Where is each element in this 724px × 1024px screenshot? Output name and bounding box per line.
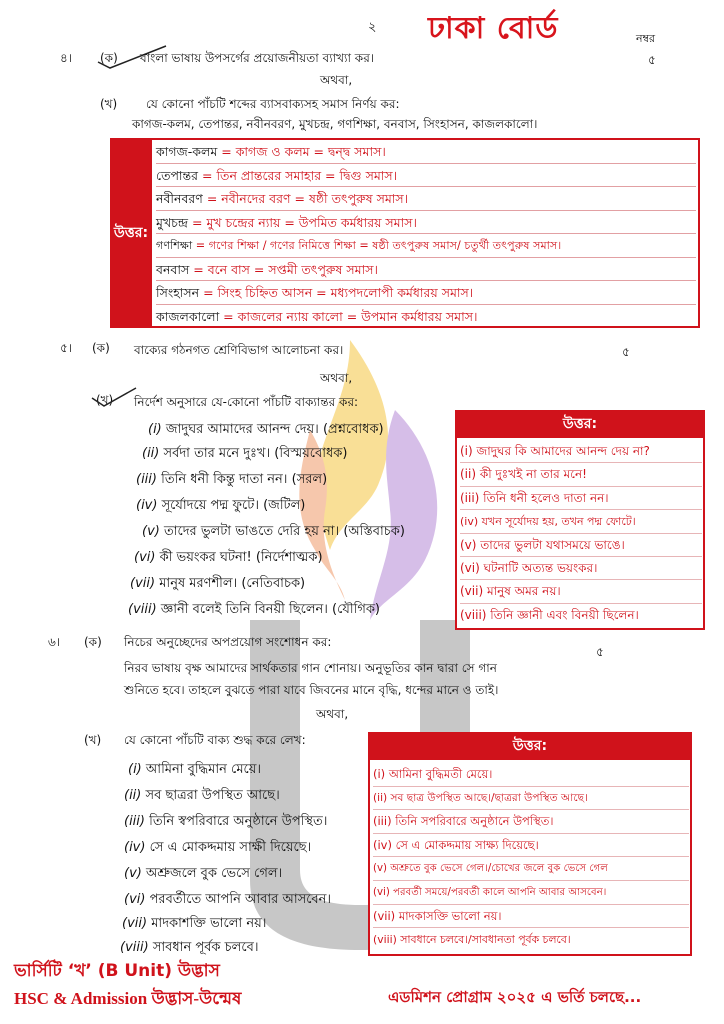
item-text: পরবর্তীতে আপনি আবার আসবেন। xyxy=(149,892,332,907)
q5-number: ৫। xyxy=(60,341,73,355)
item-number: (i) xyxy=(128,762,142,777)
item-text: সর্বদা তার মনে দুঃখ। (বিস্ময়বোধক) xyxy=(163,446,348,461)
answer-rest: মুখ চন্দ্রের ন্যায় = উপমিত কর্মধারয় সমাস। xyxy=(206,214,417,230)
answer-term: কাজলকালো xyxy=(156,308,220,324)
q4-answer-line xyxy=(156,234,696,258)
answer-term: নবীনবরণ xyxy=(156,191,203,206)
answer-term: গণশিক্ষা xyxy=(156,239,193,252)
q4-part-k-marks: ৫ xyxy=(648,53,656,67)
item-text: তাদের ভুলটা ভাঙতে দেরি হয় না। (অস্তিবাচক) xyxy=(163,524,405,539)
q4-answer-line xyxy=(156,258,696,282)
q5-item xyxy=(134,548,323,569)
q6-item xyxy=(124,890,331,911)
item-text: জাদুঘর আমাদের আনন্দ দেয়। (প্রশ্নবোধক) xyxy=(165,422,384,437)
item-number: (iii) xyxy=(124,814,145,829)
q5-answer-line: (ii) কী দুঃখই না তার মনে! xyxy=(460,463,702,486)
q6-item xyxy=(124,786,280,807)
answer-rest: সিংহ চিহ্নিত আসন = মধ্যপদলোপী কর্মধারয় সমাস। xyxy=(217,285,474,300)
answer-rest: কাগজ ও কলম = দ্বন্দ্ব সমাস। xyxy=(235,144,386,159)
q6-paragraph-line2: শুনিতে হবে। তাহলে বুঝতে পারা যাবে জিবনের মানে বৃদ্ধি, ধন্দের মানে ও তাই। xyxy=(124,683,499,697)
q6-answer-line: (i) আমিনা বুদ্ধিমতী মেয়ে। xyxy=(373,763,689,787)
answer-term: তেপান্তর xyxy=(156,167,199,183)
answer-rest: কাজলের ন্যায় কালো = উপমান কর্মধারয় সমাস। xyxy=(237,308,478,324)
answer-term: মুখচন্দ্র xyxy=(156,214,189,230)
q6-item xyxy=(122,914,266,935)
page-title: ঢাকা বোর্ড xyxy=(428,11,559,46)
footer-brand-line1: ভার্সিটি ‘খ’ (B Unit) উদ্ভাস xyxy=(14,961,220,981)
q4-answer-lines xyxy=(156,140,696,328)
answer-rest: বনে বাস = সপ্তমী তৎপুরুষ সমাস। xyxy=(207,261,378,277)
item-number: (viii) xyxy=(120,940,149,955)
item-number: (vii) xyxy=(122,916,148,931)
q4-answer-line xyxy=(156,187,696,211)
q6-answer-lines xyxy=(373,763,689,952)
item-text: সে এ মোকদ্দমায় সাক্ষী দিয়েছে। xyxy=(149,840,312,855)
item-number: (ii) xyxy=(142,446,160,461)
q5-or: অথবা, xyxy=(320,371,353,385)
q4-answer-line xyxy=(156,164,696,188)
answer-rest: গণের শিক্ষা / গণের নিমিত্তে শিক্ষা = ষষ্ঠী তৎপুরুষ সমাস/ চতুর্থী তৎপুরুষ সমাস। xyxy=(208,239,562,252)
item-text: কী ভয়ংকর ঘটনা! (নির্দেশাত্মক) xyxy=(159,550,323,565)
q5-answer-line: (i) জাদুঘর কি আমাদের আনন্দ দেয় না? xyxy=(460,440,702,463)
answer-sep: = xyxy=(192,239,209,252)
q6-item xyxy=(128,760,261,781)
q4-answer-line xyxy=(156,211,696,235)
q6-answer-line: (iii) তিনি সপরিবারে অনুষ্ঠানে উপস্থিত। xyxy=(373,810,689,834)
q6-answer-line: (ii) সব ছাত্র উপস্থিত আছে।/ছাত্ররা উপস্থিত আছে। xyxy=(373,787,689,811)
q6-item xyxy=(124,812,327,833)
item-text: তিনি স্বপরিবারে অনুষ্ঠানে উপস্থিত। xyxy=(149,814,328,829)
q5-answer-line: (vi) ঘটনাটি অত্যন্ত ভয়ংকর। xyxy=(460,557,702,580)
footer-admission-notice: এডমিশন প্রোগ্রাম ২০২৫ এ ভর্তি চলছে... xyxy=(388,988,642,1006)
q5-part-k-text: বাক্যের গঠনগত শ্রেণিবিভাগ আলোচনা কর। xyxy=(134,343,344,357)
q4-part-k-label: (ক) xyxy=(100,51,118,65)
answer-sep: = xyxy=(198,167,217,183)
item-text: তিনি ধনী কিন্তু দাতা নন। (সরল) xyxy=(161,472,328,487)
answer-sep: = xyxy=(217,144,236,159)
item-number: (vi) xyxy=(134,550,156,565)
q5-item xyxy=(148,420,384,441)
marks-column-label: নম্বর xyxy=(636,32,656,45)
item-number: (iv) xyxy=(136,498,158,513)
answer-sep: = xyxy=(219,308,238,324)
q6-part-k-text: নিচের অনুচ্ছেদের অপপ্রয়োগ সংশোধন কর: xyxy=(124,635,332,649)
q4-or: অথবা, xyxy=(320,73,353,87)
q5-part-k-label: (ক) xyxy=(92,341,110,355)
q6-answer-line: (v) অশ্রুতে বুক ভেসে গেল।/চোখের জলে বুক ভেসে গেল xyxy=(373,857,689,881)
q6-part-k-label: (ক) xyxy=(84,635,102,649)
item-number: (viii) xyxy=(128,602,157,617)
q6-part-kh-text: যে কোনো পাঁচটি বাক্য শুদ্ধ করে লেখ: xyxy=(124,733,306,747)
q4-part-kh-label: (খ) xyxy=(100,97,118,111)
q6-answer-label: উত্তর: xyxy=(368,732,692,760)
q6-number: ৬। xyxy=(48,635,61,649)
q5-item xyxy=(142,522,405,543)
q5-part-kh-text: নির্দেশ অনুসারে যে-কোনো পাঁচটি বাক্যান্তর কর: xyxy=(134,395,359,409)
answer-sep: = xyxy=(199,285,218,300)
answer-term: কাগজ-কলম xyxy=(156,144,218,159)
answer-rest: তিন প্রান্তরের সমাহার = দ্বিগু সমাস। xyxy=(216,167,398,183)
item-number: (v) xyxy=(124,866,142,881)
item-text: আমিনা বুদ্ধিমান মেয়ে। xyxy=(145,762,262,777)
q6-answer-line: (vii) মাদকাসক্তি ভালো নয়। xyxy=(373,905,689,929)
q5-item xyxy=(142,444,347,465)
q6-paragraph-line1: নিরব ভাষায় বৃক্ষ আমাদের সার্থকতার গান শোনায়। অনুভূতির কান দ্বারা সে গান xyxy=(124,661,497,675)
q4-word-list: কাগজ-কলম, তেপান্তর, নবীনবরণ, মুখচন্দ্র, গণশিক্ষা, বনবাস, সিংহাসন, কাজলকালো। xyxy=(132,117,538,131)
q5-answer-line: (vii) মানুষ অমর নয়। xyxy=(460,580,702,603)
answer-sep: = xyxy=(189,261,208,277)
item-text: মানুষ মরণশীল। (নেতিবাচক) xyxy=(159,576,306,591)
item-number: (vi) xyxy=(124,892,146,907)
q6-part-kh-label: (খ) xyxy=(84,733,102,747)
item-number: (vii) xyxy=(130,576,156,591)
item-number: (ii) xyxy=(124,788,142,803)
q5-item xyxy=(136,470,327,491)
answer-sep: = xyxy=(202,191,222,206)
item-text: সূর্যোদয়ে পদ্ম ফুটে। (জটিল) xyxy=(161,498,306,513)
q6-item xyxy=(120,938,258,959)
q4-answer-label: উত্তর: xyxy=(110,138,152,328)
q6-item xyxy=(124,864,282,885)
q5-answer-label: উত্তর: xyxy=(455,410,705,438)
q4-number: ৪। xyxy=(60,51,73,65)
item-text: সাবধান পূর্বক চলবে। xyxy=(152,940,259,955)
q5-tick-mark-icon xyxy=(90,384,140,410)
q4-answer-line xyxy=(156,281,696,305)
q4-part-kh-text: যে কোনো পাঁচটি শব্দের ব্যাসবাক্যসহ সমাস নির্ণয় কর: xyxy=(146,97,400,111)
q5-part-kh-label: (খ) xyxy=(96,393,114,407)
q5-answer-line: (iii) তিনি ধনী হলেও দাতা নন। xyxy=(460,487,702,510)
item-number: (v) xyxy=(142,524,160,539)
q5-answer-line: (iv) যখন সূর্যোদয় হয়, তখন পদ্ম ফোটে। xyxy=(460,510,702,533)
q6-answer-line: (vi) পরবর্তী সময়ে/পরবর্তী কালে আপনি আবার আসবেন। xyxy=(373,881,689,905)
answer-term: বনবাস xyxy=(156,261,190,277)
q4-answer-line xyxy=(156,305,696,329)
item-text: অশ্রুজলে বুক ভেসে গেল। xyxy=(145,866,283,881)
item-text: জ্ঞানী বলেই তিনি বিনয়ী ছিলেন। (যৌগিক) xyxy=(160,602,381,617)
answer-rest: নবীনদের বরণ = ষষ্ঠী তৎপুরুষ সমাস। xyxy=(221,191,409,206)
page-number: ২ xyxy=(368,20,377,35)
answer-term: সিংহাসন xyxy=(156,285,200,300)
q6-or: অথবা, xyxy=(316,707,349,721)
q5-answer-lines xyxy=(460,440,702,627)
item-number: (iii) xyxy=(136,472,157,487)
q5-answer-line: (viii) তিনি জ্ঞানী এবং বিনয়ী ছিলেন। xyxy=(460,607,639,622)
q6-part-k-marks: ৫ xyxy=(596,645,604,659)
q4-part-k-text: বাংলা ভাষায় উপসর্গের প্রয়োজনীয়তা ব্যাখ্যা কর। xyxy=(140,51,375,65)
q6-answer-line: (iv) সে এ মোকদ্দমায় সাক্ষ্য দিয়েছে। xyxy=(373,834,689,858)
q6-item xyxy=(124,838,311,859)
q5-answer-line: (v) তাদের ভুলটা যথাসময়ে ভাঙে। xyxy=(460,534,702,557)
q5-item xyxy=(128,600,380,621)
q5-item xyxy=(130,574,305,595)
footer-brand-line2: HSC & Admission উদ্ভাস-উন্মেষ xyxy=(14,989,242,1008)
q6-answer-line: (viii) সাবধানে চলবে।/সাবধানতা পূর্বক চলবে। xyxy=(373,933,571,947)
item-text: সব ছাত্ররা উপস্থিত আছে। xyxy=(145,788,280,803)
q4-answer-line xyxy=(156,140,696,164)
answer-sep: = xyxy=(188,214,207,230)
q5-item xyxy=(136,496,305,517)
item-number: (i) xyxy=(148,422,162,437)
q5-part-k-marks: ৫ xyxy=(622,345,630,359)
item-text: মাদকাশক্তি ভালো নয়। xyxy=(151,916,267,931)
item-number: (iv) xyxy=(124,840,146,855)
